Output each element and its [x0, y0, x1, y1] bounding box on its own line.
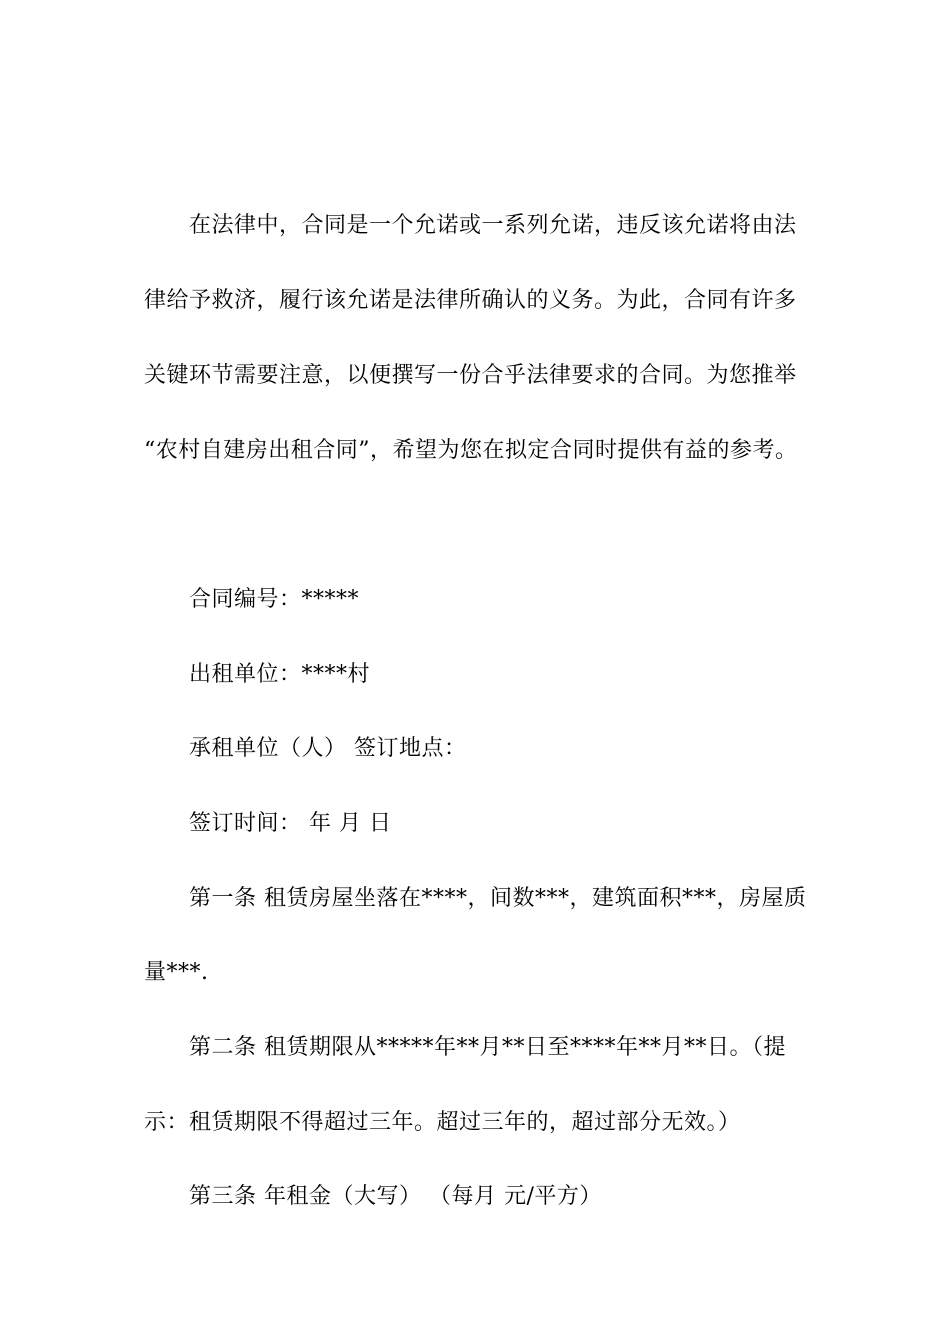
sign-time: 签订时间： 年 月 日 [189, 811, 392, 836]
lessee-unit: 承租单位（人） 签订地点： [189, 736, 467, 761]
article-1-line-2: 量***. [144, 960, 209, 985]
article-2-line-1: 第二条 租赁期限从*****年**月**日至****年**月**日。（提 [189, 1035, 786, 1060]
intro-line-2: 律给予救济，履行该允诺是法律所确认的义务。为此，合同有许多 [144, 288, 797, 313]
intro-line-3: 关键环节需要注意，以便撰写一份合乎法律要求的合同。为您推举 [144, 363, 797, 388]
article-1-line-1: 第一条 租赁房屋坐落在****，间数***，建筑面积***，房屋质 [189, 886, 807, 911]
lessor-unit: 出租单位：****村 [189, 662, 371, 687]
article-3: 第三条 年租金（大写） （每月 元/平方） [189, 1184, 602, 1209]
intro-line-4: “农村自建房出租合同”，希望为您在拟定合同时提供有益的参考。 [144, 438, 798, 463]
intro-line-1: 在法律中，合同是一个允诺或一系列允诺，违反该允诺将由法 [189, 213, 797, 238]
article-2-line-2: 示：租赁期限不得超过三年。超过三年的，超过部分无效。） [144, 1110, 741, 1135]
contract-number: 合同编号：***** [189, 587, 360, 612]
